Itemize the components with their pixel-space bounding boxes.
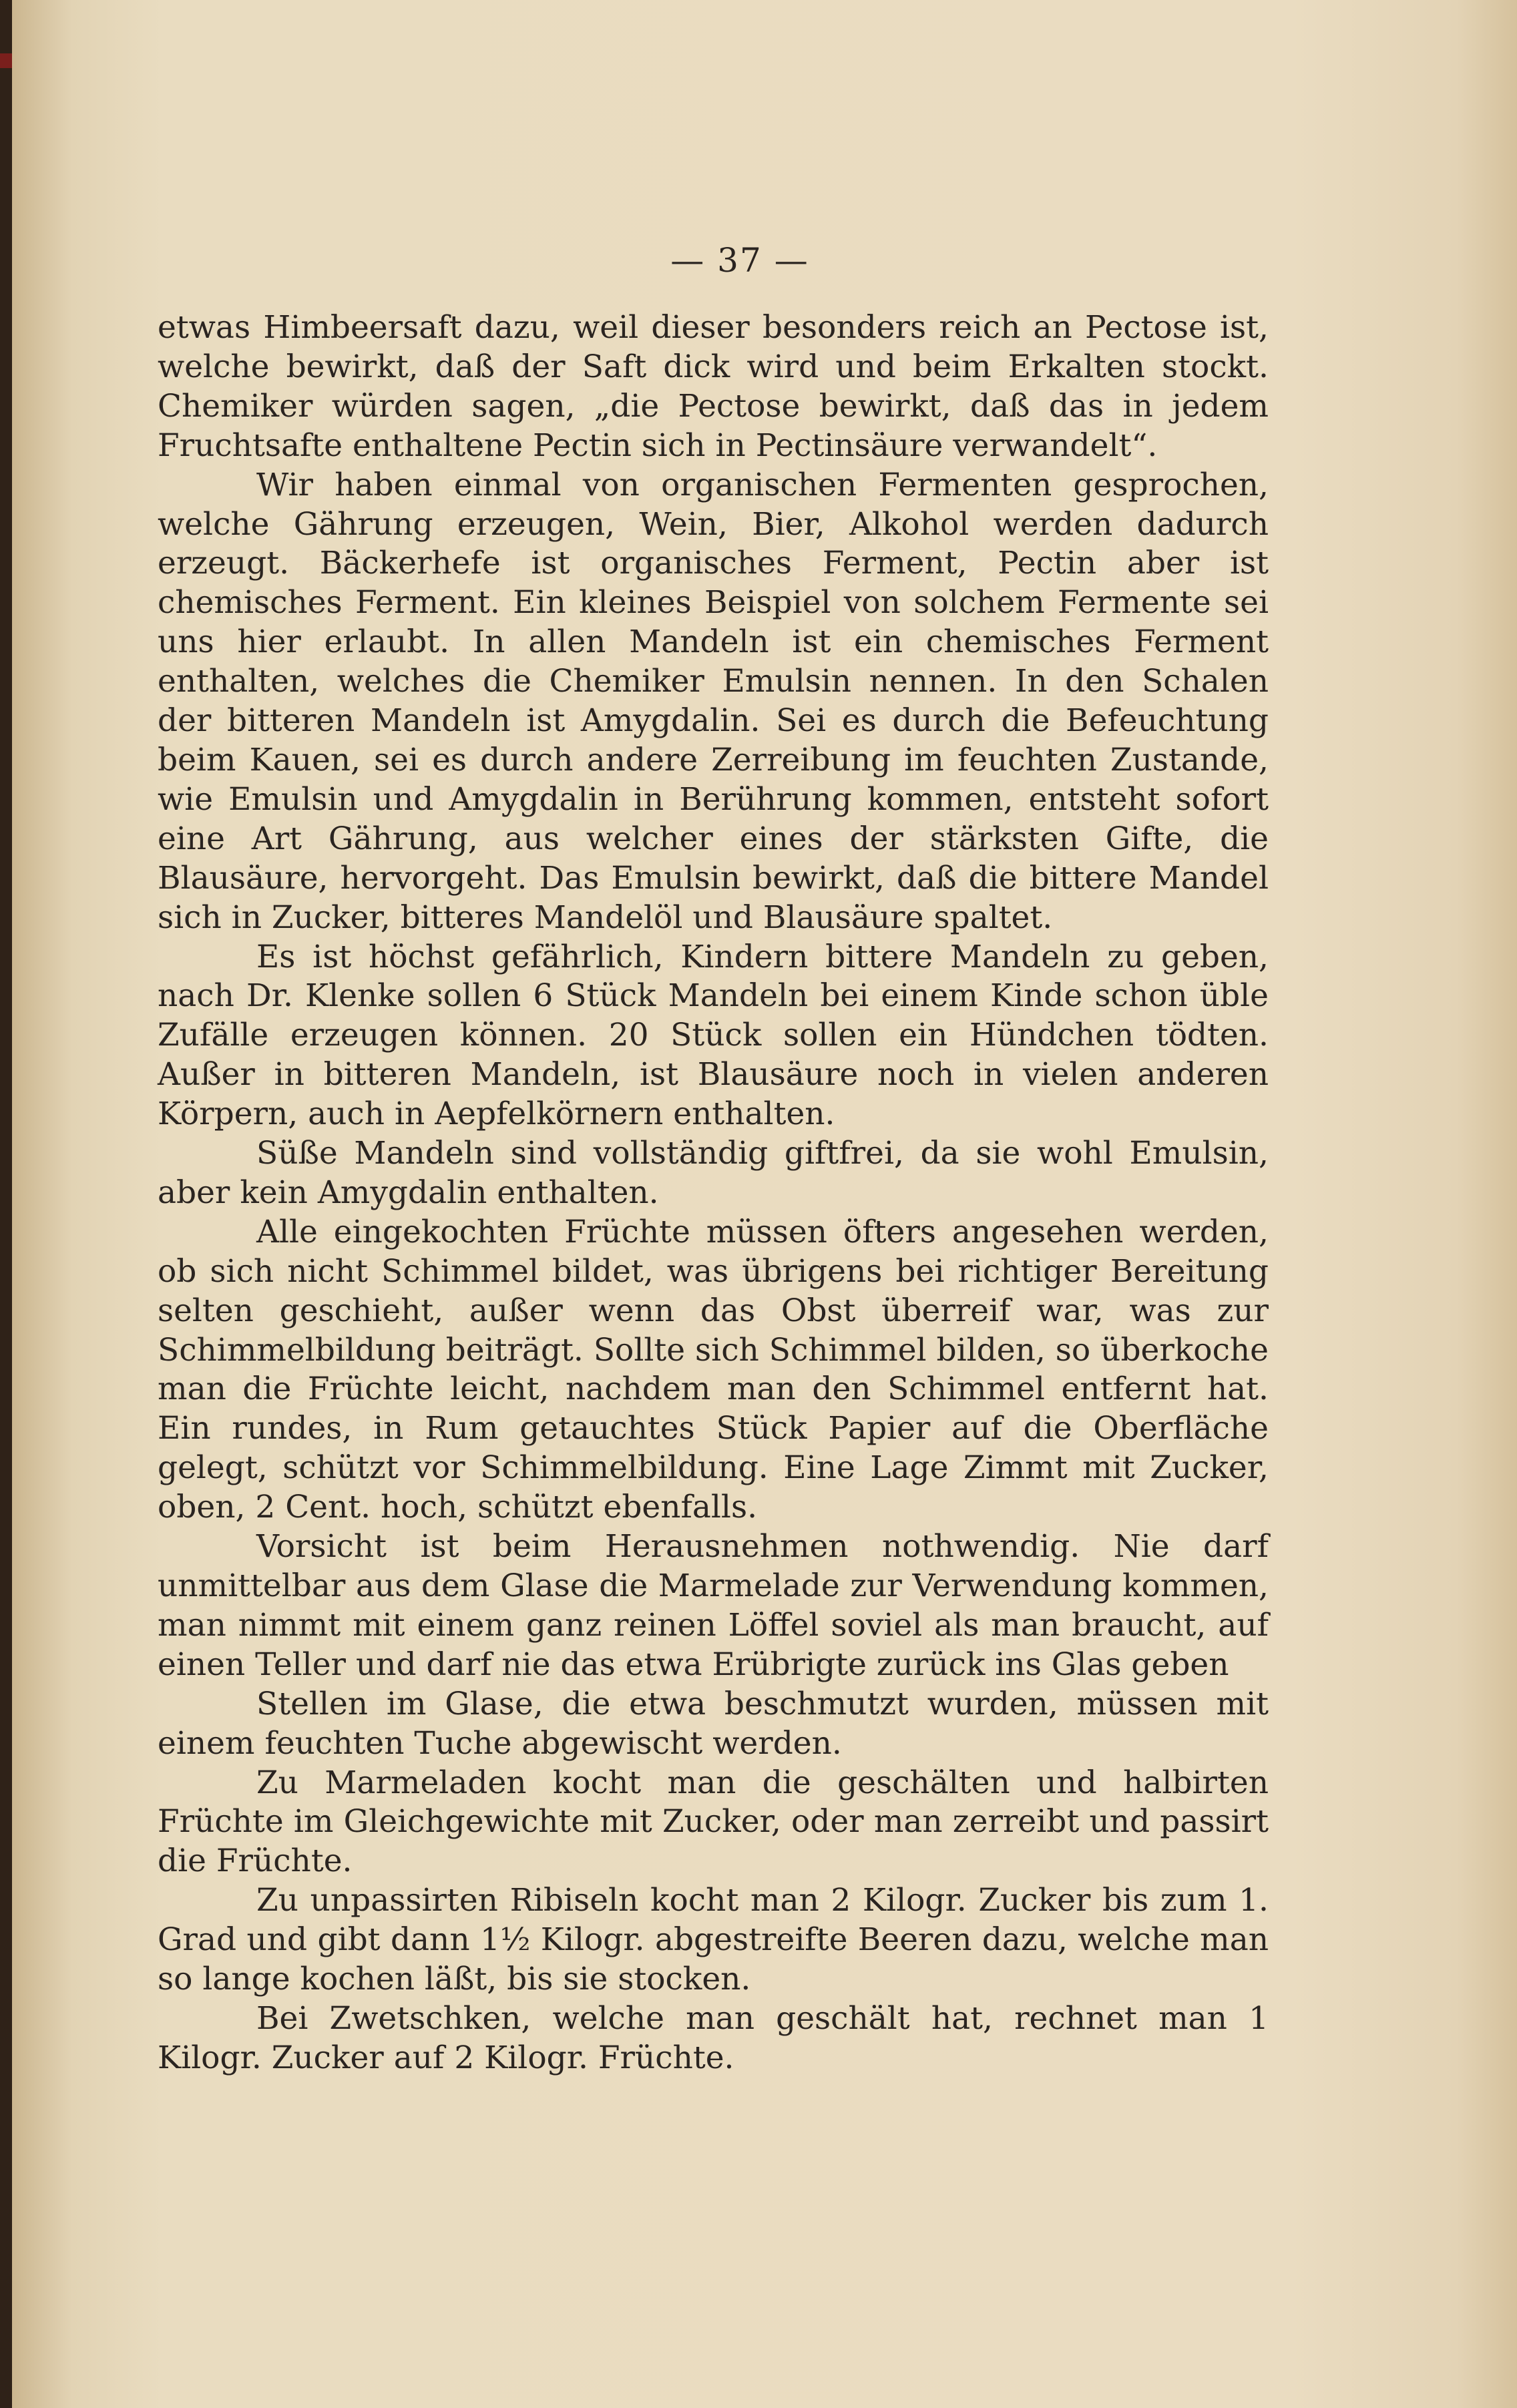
paragraph-9: Zu unpassirten Ribiseln kocht man 2 Kilogr. Zucker bis zum 1. Grad und gibt dann 1½ Kilogr. abgestreifte Beeren dazu, welche man so lange kochen läßt, bis sie stocken. bbox=[158, 1882, 1269, 1998]
paragraph-5: Alle eingekochten Früchte müssen öfters angesehen werden, ob sich nicht Schimmel bildet, was übrigens bei richtiger Bereitung selten geschieht, außer wenn das Obst überreif war, was zur Schimmelbildung beiträgt. Sollte sich Schimmel bilden, so überkoche man die Früchte leicht, nachdem man den Schimmel entfernt hat. Ein rundes, in Rum getauchtes Stück Papier auf die Oberfläche gelegt, schützt vor Schimmelbildung. Eine Lage Zimmt mit Zucker, oben, 2 Cent. hoch, schützt ebenfalls. bbox=[158, 1213, 1269, 1526]
paragraph-1: etwas Himbeersaft dazu, weil dieser besonders reich an Pectose ist, welche bewirkt, daß der Saft dick wird und beim Erkalten stockt. Chemiker würden sagen, „die Pectose bewirkt, daß das in jedem Fruchtsafte enthaltene Pectin sich in Pectinsäure verwandelt“. bbox=[158, 309, 1269, 464]
paragraph-6: Vorsicht ist beim Herausnehmen nothwendig. Nie darf unmittelbar aus dem Glase die Marmelade zur Verwendung kommen, man nimmt mit einem ganz reinen Löffel soviel als man braucht, auf einen Teller und darf nie das etwa Erübrigte zurück ins Glas geben bbox=[158, 1528, 1269, 1683]
page-number: — 37 — bbox=[670, 241, 809, 280]
paragraph-10: Bei Zwetschken, welche man geschält hat, rechnet man 1 Kilogr. Zucker auf 2 Kilogr. Früchte. bbox=[158, 1999, 1269, 2076]
paragraph-7: Stellen im Glase, die etwa beschmutzt wurden, müssen mit einem feuchten Tuche abgewischt werden. bbox=[158, 1685, 1269, 1762]
page-body bbox=[158, 308, 1269, 2078]
paragraph-3: Es ist höchst gefährlich, Kindern bittere Mandeln zu geben, nach Dr. Klenke sollen 6 Stück Mandeln bei einem Kinde schon üble Zufälle erzeugen können. 20 Stück sollen ein Hündchen tödten. Außer in bitteren Mandeln, ist Blausäure noch in vielen anderen Körpern, auch in Aepfelkörnern enthalten. bbox=[158, 938, 1269, 1133]
paragraph-4: Süße Mandeln sind vollständig giftfrei, da sie wohl Emulsin, aber kein Amygdalin enthalten. bbox=[158, 1135, 1269, 1211]
paragraph-8: Zu Marmeladen kocht man die geschälten und halbirten Früchte im Gleichgewichte mit Zucker, oder man zerreibt und passirt die Früchte. bbox=[158, 1764, 1269, 1880]
book-spine-edge bbox=[0, 53, 12, 68]
paragraph-2: Wir haben einmal von organischen Fermenten gesprochen, welche Gährung erzeugen, Wein, Bier, Alkohol werden dadurch erzeugt. Bäckerhefe ist organisches Ferment, Pectin aber ist chemisches Ferment. Ein kleines Beispiel von solchem Fermente sei uns hier erlaubt. In allen Mandeln ist ein chemisches Ferment enthalten, welches die Chemiker Emulsin nennen. In den Schalen der bitteren Mandeln ist Amygdalin. Sei es durch die Befeuchtung beim Kauen, sei es durch andere Zerreibung im feuchten Zustande, wie Emulsin und Amygdalin in Berührung kommen, entsteht sofort eine Art Gährung, aus welcher eines der stärksten Gifte, die Blausäure, hervorgeht. Das Emulsin bewirkt, daß die bittere Mandel sich in Zucker, bitteres Mandelöl und Blausäure spaltet. bbox=[158, 466, 1269, 936]
